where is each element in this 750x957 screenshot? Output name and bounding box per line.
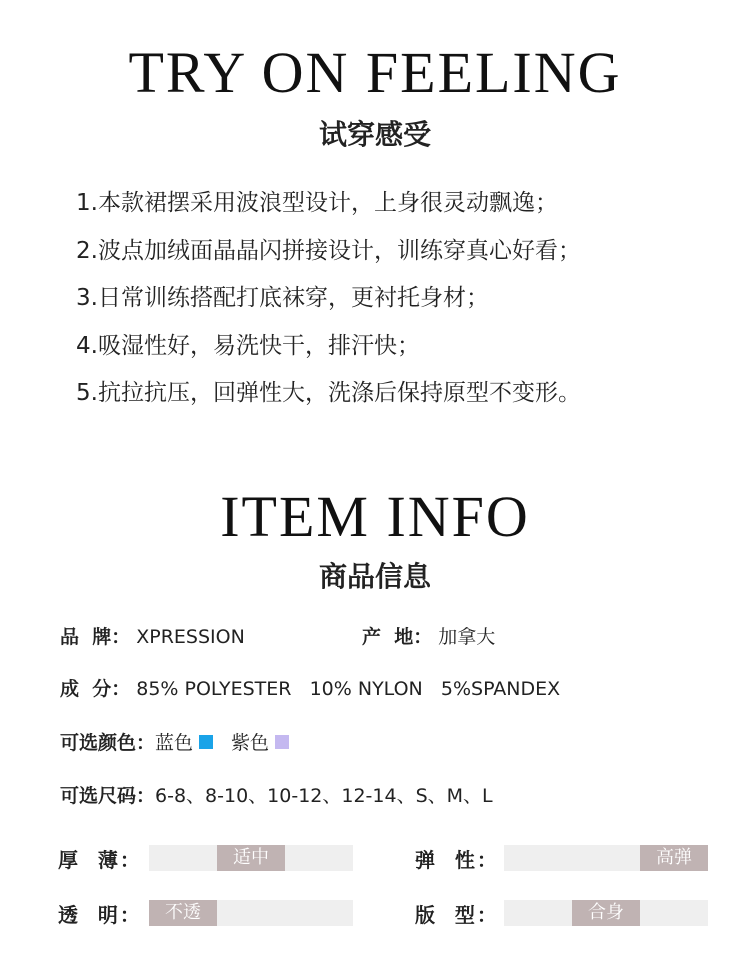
colors-row	[60, 728, 307, 755]
brand-row	[60, 622, 245, 649]
feeling-item: 3.日常训练搭配打底袜穿，更衬托身材；	[76, 285, 489, 311]
brand-label: 品 牌：	[60, 626, 131, 648]
origin-value: 加拿大	[438, 626, 496, 648]
color-swatch-blue	[199, 735, 213, 749]
fit-label: 版 型：	[415, 903, 499, 927]
feeling-item: 5.抗拉抗压，回弹性大，洗涤后保持原型不变形。	[76, 380, 581, 406]
feeling-item: 2.波点加绒面晶晶闪拼接设计，训练穿真心好看；	[76, 237, 581, 264]
feeling-item: 1.本款裙摆采用波浪型设计，上身很灵动飘逸；	[76, 190, 558, 216]
sizes-label: 可选尺码：	[60, 785, 156, 807]
elasticity-label: 弹 性：	[415, 848, 499, 872]
elasticity-selected: 高弹	[640, 845, 708, 871]
try-on-feeling-list	[76, 180, 581, 418]
sizes-row	[60, 781, 493, 808]
composition-label: 成 分：	[60, 678, 131, 700]
color-name-blue: 蓝色	[155, 732, 194, 754]
colors-label: 可选颜色：	[60, 732, 156, 754]
try-on-feeling-title: TRY ON FEELING	[128, 40, 622, 105]
sizes-value: 6-8、8-10、10-12、12-14、S、M、L	[155, 785, 493, 807]
origin-label: 产 地：	[362, 626, 433, 648]
composition-value: 85% POLYESTER 10% NYLON 5%SPANDEX	[136, 678, 561, 700]
try-on-feeling-subtitle: 试穿感受	[318, 118, 431, 151]
composition-row	[60, 674, 560, 701]
item-info-subtitle: 商品信息	[318, 560, 431, 593]
thickness-meter	[149, 845, 353, 871]
thickness-selected: 适中	[217, 845, 285, 871]
transparency-selected: 不透	[149, 900, 217, 926]
transparency-label: 透 明：	[58, 903, 142, 927]
elasticity-meter	[504, 845, 708, 871]
color-swatch-purple	[275, 735, 289, 749]
brand-value: XPRESSION	[136, 626, 245, 648]
transparency-meter	[149, 900, 353, 926]
origin-row	[362, 622, 495, 649]
fit-meter	[504, 900, 708, 926]
thickness-label: 厚 薄：	[58, 848, 142, 872]
color-name-purple: 紫色	[231, 732, 270, 754]
fit-selected: 合身	[572, 900, 640, 926]
feeling-item: 4.吸湿性好，易洗快干，排汗快；	[76, 332, 420, 359]
item-info-title: ITEM INFO	[220, 484, 530, 549]
